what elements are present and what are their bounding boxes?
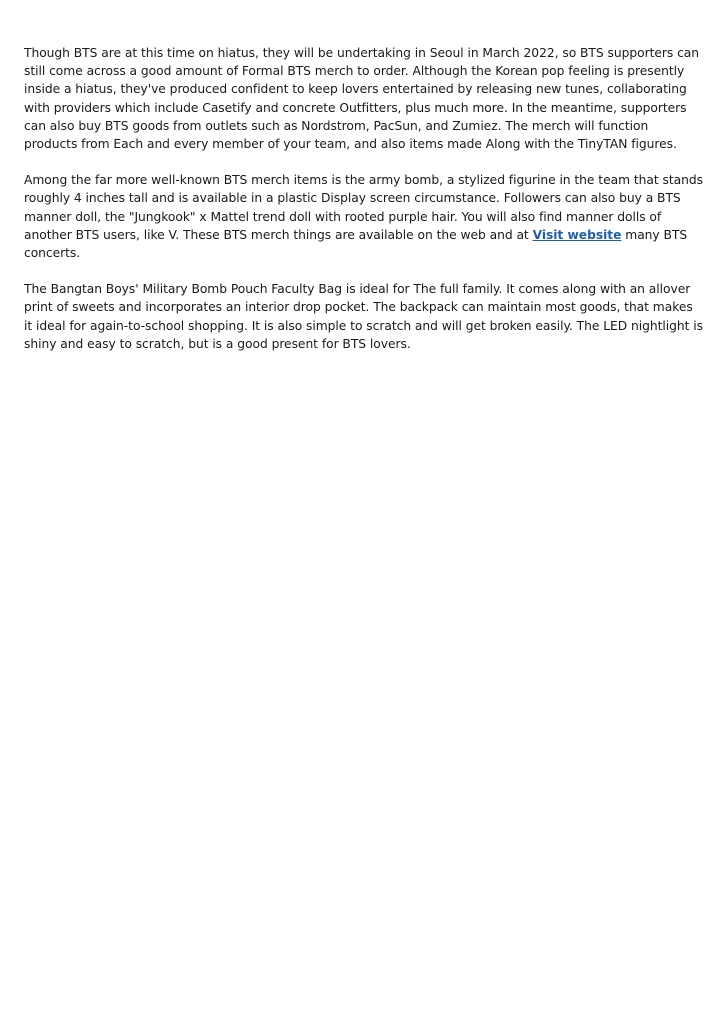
paragraph-1-text: Though BTS are at this time on hiatus, they will be undertaking in Seoul in March 2022, so BTS supporters can still come across a good amount of Formal BTS merch to order. Although the Korean pop feeling is presently inside a hiatus, they've produced confident to keep lovers entertained by releasing new tunes, collaborating with providers which include Casetify and concrete Outfitters, plus much more. In the meantime, supporters can also buy BTS goods from outlets such as Nordstrom, PacSun, and Zumiez. The merch will function products from Each and every member of your team, and also items made Along with the TinyTAN figures.	[24, 46, 700, 152]
paragraph-3-text: The Bangtan Boys' Military Bomb Pouch Faculty Bag is ideal for The full family. It comes along with an allover print of sweets and incorporates an interior drop pocket. The backpack can maintain most goods, that makes it ideal for again-to-school shopping. It is also simple to scratch and will get broken easily. The LED nightlight is shiny and easy to scratch, but is a good present for BTS lovers.	[24, 282, 703, 351]
paragraph-2-text-before-link: Among the far more well-known BTS merch items is the army bomb, a stylized figurine in the team that stands roughly 4 inches tall and is available in a plastic Display screen circumstance. Followers can also buy a BTS manner doll, the "Jungkook" x Mattel trend doll with rooted purple hair. You will also find manner dolls of another BTS users, like V. These BTS merch things are available on the web and at	[24, 173, 703, 242]
paragraph-3	[24, 280, 704, 353]
visit-website-link[interactable]: Visit website	[532, 227, 622, 242]
paragraph-1	[24, 44, 704, 153]
document-body	[24, 44, 704, 371]
paragraph-2	[24, 171, 704, 262]
paragraph-2-text-after-link: many BTS concerts.	[24, 227, 688, 261]
